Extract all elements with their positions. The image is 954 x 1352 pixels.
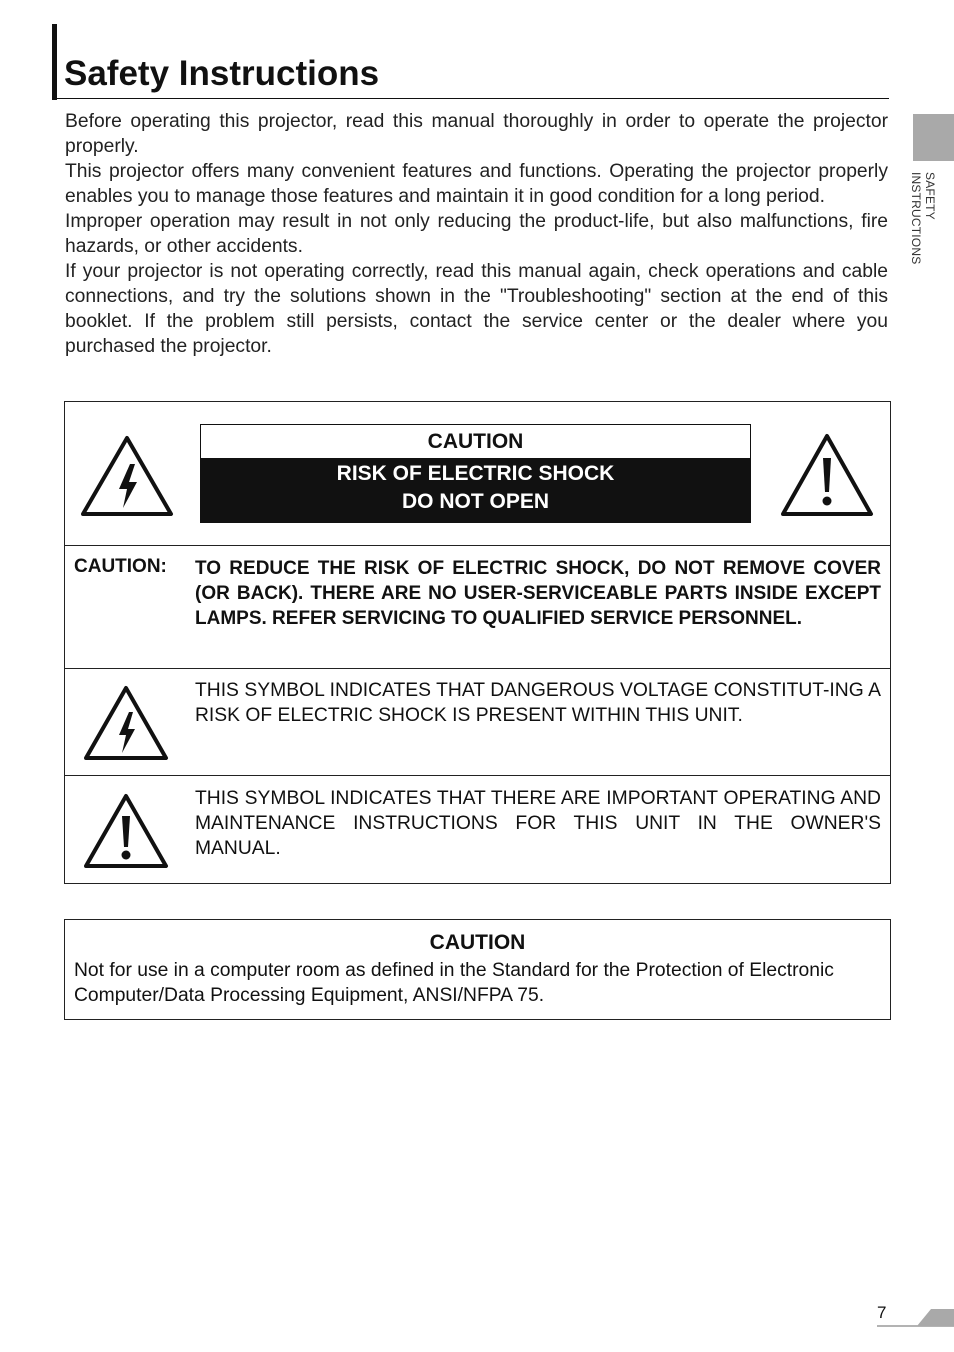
- section-side-label: SAFETY INSTRUCTIONS: [909, 172, 937, 265]
- table-divider: [65, 545, 890, 546]
- intro-paragraph: This projector offers many convenient features and functions. Operating the projector properly enables you to manage those features and maintain it in good condition for a long period.: [65, 161, 888, 207]
- section-tab: [913, 114, 954, 161]
- caution-label: [200, 424, 751, 523]
- caution-label-warning: [201, 458, 750, 522]
- intro-text: [65, 109, 888, 359]
- page-corner-mark: [877, 1309, 954, 1327]
- intro-paragraph: Improper operation may result in not only reducing the product-life, but also malfunctions, fire hazards, or other accidents.: [65, 211, 888, 257]
- lightning-warning-icon: [82, 684, 170, 762]
- caution-label-line: RISK OF ELECTRIC SHOCK: [336, 462, 615, 485]
- caution-box-text: Not for use in a computer room as defined in the Standard for the Protection of Electronic Computer/Data Processing Equipment, ANSI/NFPA 75.: [74, 960, 834, 1006]
- table-divider: [65, 668, 890, 669]
- computer-room-caution-box: [64, 919, 891, 1020]
- caution-box-title: CAUTION: [429, 931, 526, 954]
- exclamation-warning-icon: [779, 432, 875, 518]
- intro-paragraph: Before operating this projector, read this manual thoroughly in order to operate the projector properly.: [65, 111, 888, 157]
- title-rule: [57, 98, 889, 99]
- exclamation-warning-icon: [82, 792, 170, 870]
- page-number: 7: [877, 1303, 887, 1322]
- caution-text: TO REDUCE THE RISK OF ELECTRIC SHOCK, DO NOT REMOVE COVER (OR BACK). THERE ARE NO USER-SERVICEABLE PARTS INSIDE EXCEPT LAMPS. REFER SERVICING TO QUALIFIED SERVICE PERSONNEL.: [195, 558, 881, 629]
- table-divider: [65, 775, 890, 776]
- intro-paragraph: If your projector is not operating correctly, read this manual again, check operations and cable connections, and try the solutions shown in the "Troubleshooting" section at the end of this booklet. If the problem still persists, contact the service center or the dealer where you purchased the projector.: [65, 261, 888, 357]
- safety-symbols-table: [64, 401, 891, 884]
- page-title: Safety Instructions: [64, 54, 380, 93]
- symbol-description: THIS SYMBOL INDICATES THAT THERE ARE IMPORTANT OPERATING AND MAINTENANCE INSTRUCTIONS FOR THIS UNIT IN THE OWNER'S MANUAL.: [195, 788, 881, 859]
- symbol-description: THIS SYMBOL INDICATES THAT DANGEROUS VOLTAGE CONSTITUT-ING A RISK OF ELECTRIC SHOCK IS PRESENT WITHIN THIS UNIT.: [195, 680, 881, 726]
- title-accent-bar: [52, 24, 57, 100]
- caution-label-title: CAUTION: [201, 425, 750, 458]
- lightning-warning-icon: [79, 434, 175, 518]
- caution-label-line: DO NOT OPEN: [401, 490, 549, 513]
- caution-heading: CAUTION:: [74, 556, 167, 577]
